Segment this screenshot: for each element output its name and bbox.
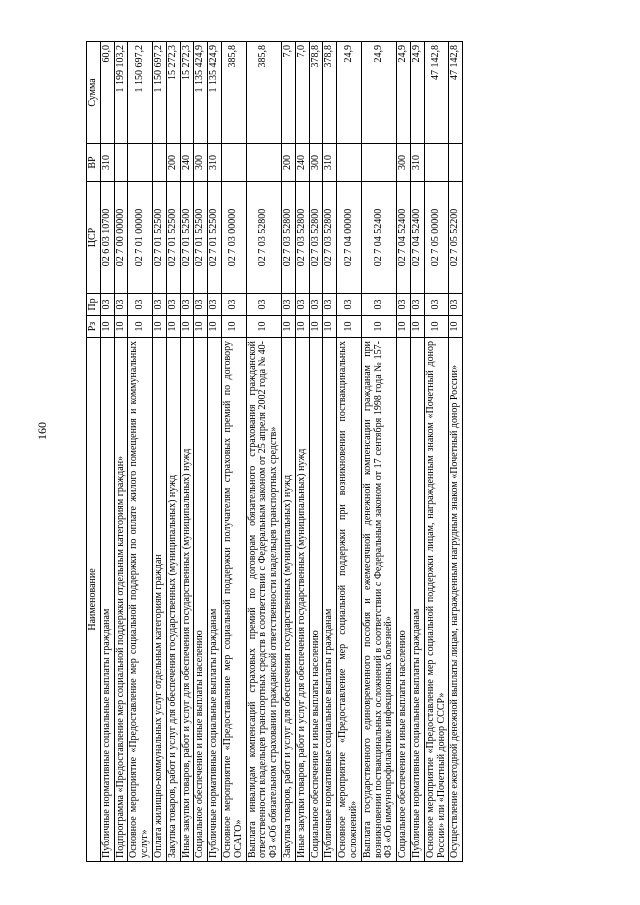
cell-csr: 02 7 01 52500 (208, 182, 222, 294)
table-row (410, 42, 424, 862)
cell-sum: 1 135 424,9 (194, 42, 208, 144)
cell-vr (152, 144, 166, 182)
cell-rz: 10 (295, 316, 309, 338)
header-rz: Рз (87, 316, 101, 338)
cell-name: Иные закупки товаров, работ и услуг для обеспечения государственных (муниципальных) нужд (295, 338, 309, 862)
cell-pr: 03 (361, 294, 396, 316)
budget-table (86, 41, 463, 862)
cell-csr: 02 7 04 52400 (410, 182, 424, 294)
table-row (221, 42, 246, 862)
cell-sum: 60,0 (100, 42, 114, 144)
cell-name: Социальное обеспечение и иные выплаты населению (194, 338, 208, 862)
cell-pr: 03 (337, 294, 362, 316)
cell-rz: 10 (180, 316, 194, 338)
table-row (361, 42, 396, 862)
cell-sum: 378,8 (309, 42, 323, 144)
cell-vr: 310 (410, 144, 424, 182)
cell-csr: 02 7 03 52800 (295, 182, 309, 294)
cell-csr: 02 7 00 00000 (114, 182, 128, 294)
cell-vr: 200 (281, 144, 295, 182)
cell-name: Основное мероприятие «Предоставление мер социальной поддержки при возникновении поствакцинальных осложнений» (337, 338, 362, 862)
cell-csr: 02 7 03 52800 (309, 182, 323, 294)
cell-pr: 03 (323, 294, 337, 316)
table-row (337, 42, 362, 862)
cell-rz: 10 (424, 316, 449, 338)
header-pr: Пр (87, 294, 101, 316)
cell-vr: 310 (208, 144, 222, 182)
cell-vr (221, 144, 246, 182)
cell-sum: 385,8 (221, 42, 246, 144)
cell-name: Оплата жилищно-коммунальных услуг отдельным категориям граждан (152, 338, 166, 862)
table-row (309, 42, 323, 862)
cell-csr: 02 7 04 52400 (361, 182, 396, 294)
cell-name: Закупка товаров, работ и услуг для обеспечения государственных (муниципальных) нужд (281, 338, 295, 862)
cell-csr: 02 7 03 52800 (323, 182, 337, 294)
cell-name: Закупка товаров, работ и услуг для обеспечения государственных (муниципальных) нужд (166, 338, 180, 862)
cell-sum: 15 272,3 (166, 42, 180, 144)
cell-sum: 378,8 (323, 42, 337, 144)
cell-sum: 24,9 (410, 42, 424, 144)
cell-csr: 02 7 04 52400 (397, 182, 411, 294)
cell-name: Социальное обеспечение и иные выплаты населению (397, 338, 411, 862)
cell-name: Выплата инвалидам компенсаций страховых премий по договорам обязательного страхования гражданской ответственности владельцев транспортных средств в соответствии с Федеральным законом от 25 апреля 2002 года № 40-ФЗ «Об обязательном страховании гражданской ответственности владельцев транспортных средств» (246, 338, 281, 862)
table-row (397, 42, 411, 862)
cell-vr (114, 144, 128, 182)
cell-pr: 03 (194, 294, 208, 316)
table-row (208, 42, 222, 862)
cell-pr: 03 (397, 294, 411, 316)
table-row (180, 42, 194, 862)
cell-vr (128, 144, 153, 182)
cell-sum: 7,0 (281, 42, 295, 144)
cell-sum: 15 272,3 (180, 42, 194, 144)
cell-csr: 02 7 01 52500 (152, 182, 166, 294)
cell-name: Публичные нормативные социальные выплаты гражданам (100, 338, 114, 862)
header-sum: Сумма (87, 42, 101, 144)
cell-rz: 10 (194, 316, 208, 338)
cell-csr: 02 7 03 52800 (246, 182, 281, 294)
cell-sum: 1 150 697,2 (152, 42, 166, 144)
table-row (128, 42, 153, 862)
cell-vr: 300 (397, 144, 411, 182)
cell-rz: 10 (166, 316, 180, 338)
cell-name: Публичные нормативные социальные выплаты гражданам (323, 338, 337, 862)
header-name: Наименование (87, 338, 101, 862)
cell-pr: 03 (424, 294, 449, 316)
header-vr: ВР (87, 144, 101, 182)
cell-name: Основное мероприятие «Предоставление мер социальной поддержки по оплате жилого помещения и коммунальных услуг» (128, 338, 153, 862)
cell-pr: 03 (152, 294, 166, 316)
cell-pr: 03 (410, 294, 424, 316)
cell-csr: 02 7 01 52500 (180, 182, 194, 294)
cell-csr: 02 7 01 52500 (166, 182, 180, 294)
page-number: 160 (35, 422, 49, 440)
cell-sum: 1 135 424,9 (208, 42, 222, 144)
cell-name: Публичные нормативные социальные выплаты гражданам (208, 338, 222, 862)
cell-sum: 7,0 (295, 42, 309, 144)
cell-vr (449, 144, 463, 182)
cell-csr: 02 7 01 00000 (128, 182, 153, 294)
table-row (323, 42, 337, 862)
cell-csr: 02 6 03 10700 (100, 182, 114, 294)
cell-csr: 02 7 03 00000 (221, 182, 246, 294)
table-row (114, 42, 128, 862)
table-row (166, 42, 180, 862)
cell-sum: 1 150 697,2 (128, 42, 153, 144)
cell-name: Публичные нормативные социальные выплаты гражданам (410, 338, 424, 862)
cell-name: Подпрограмма «Предоставление мер социальной поддержки отдельным категориям граждан» (114, 338, 128, 862)
table-row (246, 42, 281, 862)
cell-name: Выплата государственного единовременного пособия и ежемесячной денежной компенсации гражданам при возникновении поствакцинальных осложнений в соответствии с Федеральным законом от 17 сентября 1998 года № 157-ФЗ «Об иммунопрофилактике инфекционных болезней» (361, 338, 396, 862)
cell-pr: 03 (208, 294, 222, 316)
cell-name: Основное мероприятие «Предоставление мер социальной поддержки лицам, награжденным знаком «Почетный донор России» или «Почетный донор СССР» (424, 338, 449, 862)
table-header-row (87, 42, 101, 862)
table-row (449, 42, 463, 862)
document-sheet (86, 42, 586, 862)
cell-rz: 10 (337, 316, 362, 338)
cell-sum: 1 199 103,2 (114, 42, 128, 144)
cell-rz: 10 (128, 316, 153, 338)
cell-pr: 03 (449, 294, 463, 316)
cell-vr (424, 144, 449, 182)
cell-rz: 10 (361, 316, 396, 338)
cell-rz: 10 (281, 316, 295, 338)
cell-rz: 10 (246, 316, 281, 338)
cell-rz: 10 (208, 316, 222, 338)
cell-vr (361, 144, 396, 182)
cell-vr: 200 (166, 144, 180, 182)
cell-vr: 300 (309, 144, 323, 182)
cell-csr: 02 7 01 52500 (194, 182, 208, 294)
cell-sum: 24,9 (337, 42, 362, 144)
table-row (152, 42, 166, 862)
cell-sum: 47 142,8 (424, 42, 449, 144)
table-body (100, 42, 462, 862)
cell-pr: 03 (246, 294, 281, 316)
cell-csr: 02 7 03 52800 (281, 182, 295, 294)
cell-name: Социальное обеспечение и иные выплаты населению (309, 338, 323, 862)
cell-sum: 385,8 (246, 42, 281, 144)
cell-rz: 10 (100, 316, 114, 338)
cell-vr: 310 (100, 144, 114, 182)
cell-rz: 10 (323, 316, 337, 338)
cell-vr (246, 144, 281, 182)
cell-vr: 240 (295, 144, 309, 182)
header-csr: ЦСР (87, 182, 101, 294)
cell-rz: 10 (221, 316, 246, 338)
table-row (424, 42, 449, 862)
cell-vr (337, 144, 362, 182)
cell-pr: 03 (100, 294, 114, 316)
cell-csr: 02 7 05 52200 (449, 182, 463, 294)
cell-csr: 02 7 05 00000 (424, 182, 449, 294)
cell-vr: 300 (194, 144, 208, 182)
cell-sum: 24,9 (361, 42, 396, 144)
cell-pr: 03 (221, 294, 246, 316)
cell-pr: 03 (180, 294, 194, 316)
table-row (194, 42, 208, 862)
cell-rz: 10 (114, 316, 128, 338)
cell-rz: 10 (309, 316, 323, 338)
cell-pr: 03 (166, 294, 180, 316)
cell-rz: 10 (152, 316, 166, 338)
cell-pr: 03 (309, 294, 323, 316)
cell-sum: 47 142,8 (449, 42, 463, 144)
cell-rz: 10 (449, 316, 463, 338)
table-row (295, 42, 309, 862)
cell-pr: 03 (128, 294, 153, 316)
cell-pr: 03 (114, 294, 128, 316)
cell-name: Осуществление ежегодной денежной выплаты лицам, награжденным нагрудным знаком «Почетный донор России» (449, 338, 463, 862)
cell-sum: 24,9 (397, 42, 411, 144)
cell-vr: 310 (323, 144, 337, 182)
cell-rz: 10 (410, 316, 424, 338)
cell-name: Иные закупки товаров, работ и услуг для обеспечения государственных (муниципальных) нужд (180, 338, 194, 862)
rotated-content (86, 42, 586, 862)
cell-rz: 10 (397, 316, 411, 338)
table-row (100, 42, 114, 862)
cell-csr: 02 7 04 00000 (337, 182, 362, 294)
cell-pr: 03 (281, 294, 295, 316)
cell-vr: 240 (180, 144, 194, 182)
table-row (281, 42, 295, 862)
cell-pr: 03 (295, 294, 309, 316)
cell-name: Основное мероприятие «Предоставление мер социальной поддержки получателям страховых премий по договору ОСАГО» (221, 338, 246, 862)
